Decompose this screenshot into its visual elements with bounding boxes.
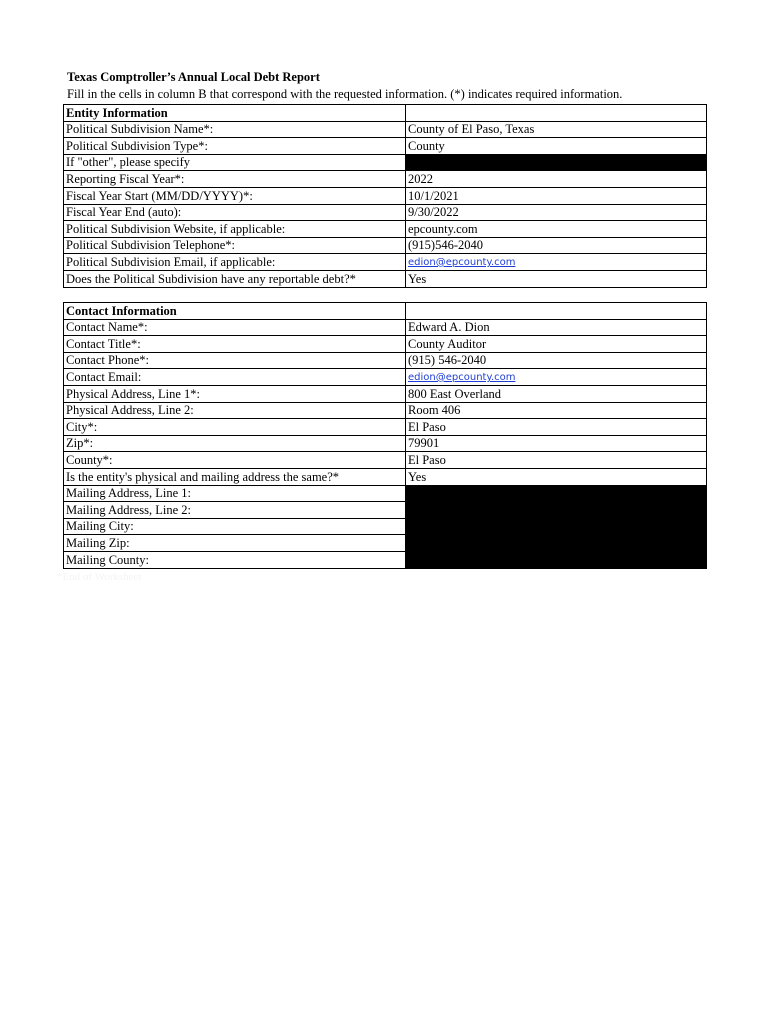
entity-field-value[interactable]: 10/1/2021 xyxy=(406,187,707,204)
entity-row xyxy=(64,254,707,271)
entity-field-value[interactable]: County xyxy=(406,138,707,155)
contact-row xyxy=(64,402,707,419)
entity-row xyxy=(64,221,707,238)
contact-field-label: Zip*: xyxy=(64,435,406,452)
contact-redacted-value-cell[interactable] xyxy=(406,502,707,519)
contact-row xyxy=(64,502,707,519)
report-title: Texas Comptroller’s Annual Local Debt Report xyxy=(67,70,320,84)
contact-field-value[interactable]: 800 East Overland xyxy=(406,385,707,402)
entity-field-label: If "other", please specify xyxy=(64,154,406,171)
contact-field-label: Mailing County: xyxy=(64,551,406,568)
entity-redacted-value-cell[interactable] xyxy=(406,154,707,171)
contact-field-value[interactable]: El Paso xyxy=(406,419,707,436)
entity-row xyxy=(64,187,707,204)
entity-field-value[interactable]: epcounty.com xyxy=(406,221,707,238)
contact-row xyxy=(64,369,707,386)
contact-field-label: Contact Title*: xyxy=(64,336,406,353)
contact-field-label: Mailing Zip: xyxy=(64,535,406,552)
contact-redacted-value-cell[interactable] xyxy=(406,518,707,535)
contact-row xyxy=(64,535,707,552)
contact-field-label: Physical Address, Line 2: xyxy=(64,402,406,419)
entity-field-label: Fiscal Year End (auto): xyxy=(64,204,406,221)
contact-field-label: Mailing Address, Line 2: xyxy=(64,502,406,519)
contact-field-value[interactable]: Yes xyxy=(406,468,707,485)
entity-row xyxy=(64,154,707,171)
contact-field-label: Mailing Address, Line 1: xyxy=(64,485,406,502)
contact-email-link[interactable]: edion@epcounty.com xyxy=(406,369,707,386)
entity-row xyxy=(64,270,707,287)
entity-field-value[interactable]: Yes xyxy=(406,270,707,287)
contact-row xyxy=(64,485,707,502)
contact-row xyxy=(64,319,707,336)
contact-field-label: County*: xyxy=(64,452,406,469)
contact-field-label: Contact Phone*: xyxy=(64,352,406,369)
entity-header-blank-cell xyxy=(406,105,707,122)
contact-field-value[interactable]: 79901 xyxy=(406,435,707,452)
contact-field-value[interactable]: Edward A. Dion xyxy=(406,319,707,336)
end-of-worksheet-note: *End of Worksheet xyxy=(57,571,142,583)
entity-row xyxy=(64,237,707,254)
entity-field-label: Political Subdivision Email, if applicable: xyxy=(64,254,406,271)
entity-field-label: Reporting Fiscal Year*: xyxy=(64,171,406,188)
contact-row xyxy=(64,352,707,369)
entity-field-value[interactable]: 2022 xyxy=(406,171,707,188)
contact-row xyxy=(64,435,707,452)
entity-field-label: Political Subdivision Type*: xyxy=(64,138,406,155)
entity-header-row xyxy=(64,105,707,122)
contact-header-row xyxy=(64,303,707,320)
contact-field-value[interactable]: (915) 546-2040 xyxy=(406,352,707,369)
contact-section-header: Contact Information xyxy=(64,303,406,320)
contact-row xyxy=(64,551,707,568)
contact-field-label: Is the entity's physical and mailing address the same?* xyxy=(64,468,406,485)
entity-field-label: Political Subdivision Name*: xyxy=(64,121,406,138)
contact-redacted-value-cell[interactable] xyxy=(406,535,707,552)
entity-field-value[interactable]: 9/30/2022 xyxy=(406,204,707,221)
entity-row xyxy=(64,121,707,138)
contact-row xyxy=(64,336,707,353)
entity-field-label: Political Subdivision Website, if applicable: xyxy=(64,221,406,238)
entity-row xyxy=(64,204,707,221)
contact-field-label: Mailing City: xyxy=(64,518,406,535)
entity-field-label: Does the Political Subdivision have any reportable debt?* xyxy=(64,270,406,287)
contact-field-label: Contact Name*: xyxy=(64,319,406,336)
contact-field-label: Contact Email: xyxy=(64,369,406,386)
contact-row xyxy=(64,518,707,535)
entity-row xyxy=(64,138,707,155)
contact-field-label: Physical Address, Line 1*: xyxy=(64,385,406,402)
entity-field-label: Fiscal Year Start (MM/DD/YYYY)*: xyxy=(64,187,406,204)
entity-field-value[interactable]: County of El Paso, Texas xyxy=(406,121,707,138)
entity-information-table xyxy=(63,104,707,288)
contact-field-value[interactable]: County Auditor xyxy=(406,336,707,353)
contact-field-value[interactable]: El Paso xyxy=(406,452,707,469)
contact-field-label: City*: xyxy=(64,419,406,436)
entity-section-header: Entity Information xyxy=(64,105,406,122)
contact-redacted-value-cell[interactable] xyxy=(406,485,707,502)
contact-row xyxy=(64,419,707,436)
entity-email-link[interactable]: edion@epcounty.com xyxy=(406,254,707,271)
entity-field-value[interactable]: (915)546-2040 xyxy=(406,237,707,254)
contact-redacted-value-cell[interactable] xyxy=(406,551,707,568)
contact-row xyxy=(64,452,707,469)
contact-row xyxy=(64,468,707,485)
contact-row xyxy=(64,385,707,402)
entity-field-label: Political Subdivision Telephone*: xyxy=(64,237,406,254)
contact-header-blank-cell xyxy=(406,303,707,320)
contact-information-table xyxy=(63,302,707,569)
instructions-text: Fill in the cells in column B that correspond with the requested information. (*) indicates required information. xyxy=(67,87,623,101)
contact-field-value[interactable]: Room 406 xyxy=(406,402,707,419)
entity-row xyxy=(64,171,707,188)
